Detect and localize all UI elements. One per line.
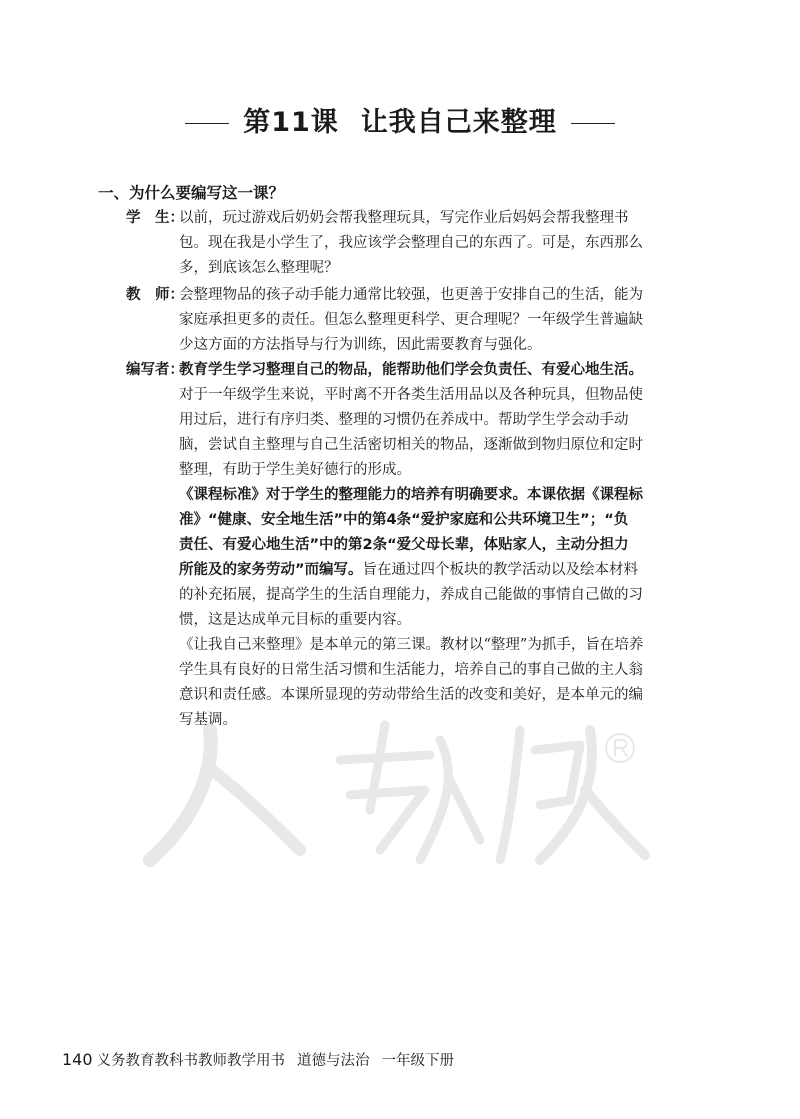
writer-line: 整理，有助于学生美好德行的形成。 bbox=[179, 462, 411, 478]
writer-text bbox=[179, 358, 679, 733]
book-grade: 一年级下册 bbox=[381, 1053, 455, 1069]
book-series: 义务教育教科书教师教学用书 bbox=[96, 1053, 286, 1069]
writer-label: 编写者： bbox=[126, 362, 184, 378]
curriculum-bold-fragment: 所能及的家务劳动”而编写。 bbox=[179, 562, 363, 578]
teacher-entry bbox=[126, 283, 686, 358]
section-heading: 一、为什么要编写这一课？ bbox=[98, 184, 285, 202]
curriculum-line: 准》“健康、安全地生活”中的第4条“爱护家庭和公共环境卫生”；“负 bbox=[179, 512, 629, 528]
page-number: 140 bbox=[62, 1050, 93, 1069]
student-text bbox=[179, 206, 679, 281]
student-line: 以前，玩过游戏后奶奶会帮我整理玩具，写完作业后妈妈会帮我整理书 bbox=[179, 210, 629, 226]
lesson-name: 让我自己来整理 bbox=[360, 107, 557, 138]
unit-line: 学生具有良好的日常生活习惯和生活能力，培养自己的事自己做的主人翁 bbox=[179, 662, 643, 678]
student-line: 多，到底该怎么整理呢？ bbox=[179, 260, 339, 276]
writer-entry bbox=[126, 358, 686, 733]
writer-line: 脑，尝试自主整理与自己生活密切相关的物品，逐渐做到物归原位和定时 bbox=[179, 437, 643, 453]
curriculum-mixed-line bbox=[179, 558, 679, 583]
curriculum-line: 惯，这是达成单元目标的重要内容。 bbox=[179, 612, 411, 628]
curriculum-line: 《课程标准》对于学生的整理能力的培养有明确要求。本课依据《课程标 bbox=[179, 487, 643, 503]
curriculum-rest-fragment: 旨在通过四个板块的教学活动以及绘本材料 bbox=[362, 562, 639, 578]
student-label: 学 生： bbox=[126, 210, 184, 226]
publisher-watermark-logo bbox=[140, 700, 660, 870]
teacher-text bbox=[179, 283, 679, 358]
writer-line: 用过后，进行有序归类、整理的习惯仍在养成中。帮助学生学会动手动 bbox=[179, 412, 629, 428]
lesson-title bbox=[0, 100, 800, 139]
teacher-line: 少这方面的方法指导与行为训练，因此需要教育与强化。 bbox=[179, 337, 542, 353]
book-subject: 道德与法治 bbox=[297, 1053, 370, 1069]
teacher-label: 教 师： bbox=[126, 287, 184, 303]
student-entry bbox=[126, 206, 686, 281]
writer-line: 对于一年级学生来说，平时离不开各类生活用品以及各种玩具，但物品使 bbox=[179, 387, 643, 403]
curriculum-line: 的补充拓展，提高学生的生活自理能力，养成自己能做的事情自己做的习 bbox=[179, 587, 643, 603]
student-line: 包。现在我是小学生了，我应该学会整理自己的东西了。可是，东西那么 bbox=[179, 235, 643, 251]
teacher-line: 会整理物品的孩子动手能力通常比较强，也更善于安排自己的生活，能为 bbox=[179, 287, 643, 303]
unit-line: 写基调。 bbox=[179, 712, 237, 728]
curriculum-line: 责任、有爱心地生活”中的第2条“爱父母长辈，体贴家人，主动分担力 bbox=[179, 537, 629, 553]
page-footer bbox=[62, 1049, 454, 1070]
lesson-number: 第11课 bbox=[243, 107, 339, 138]
writer-key-statement: 教育学生学习整理自己的物品，能帮助他们学会负责任、有爱心地生活。 bbox=[179, 362, 643, 378]
unit-line: 意识和责任感。本课所显现的劳动带给生活的改变和美好，是本单元的编 bbox=[179, 687, 643, 703]
unit-line: 《让我自己来整理》是本单元的第三课。教材以“整理”为抓手，旨在培养 bbox=[179, 637, 644, 653]
title-right-dash bbox=[571, 123, 615, 124]
teacher-line: 家庭承担更多的责任。但怎么整理更科学、更合理呢？一年级学生普遍缺 bbox=[179, 312, 643, 328]
title-left-dash bbox=[185, 123, 229, 124]
